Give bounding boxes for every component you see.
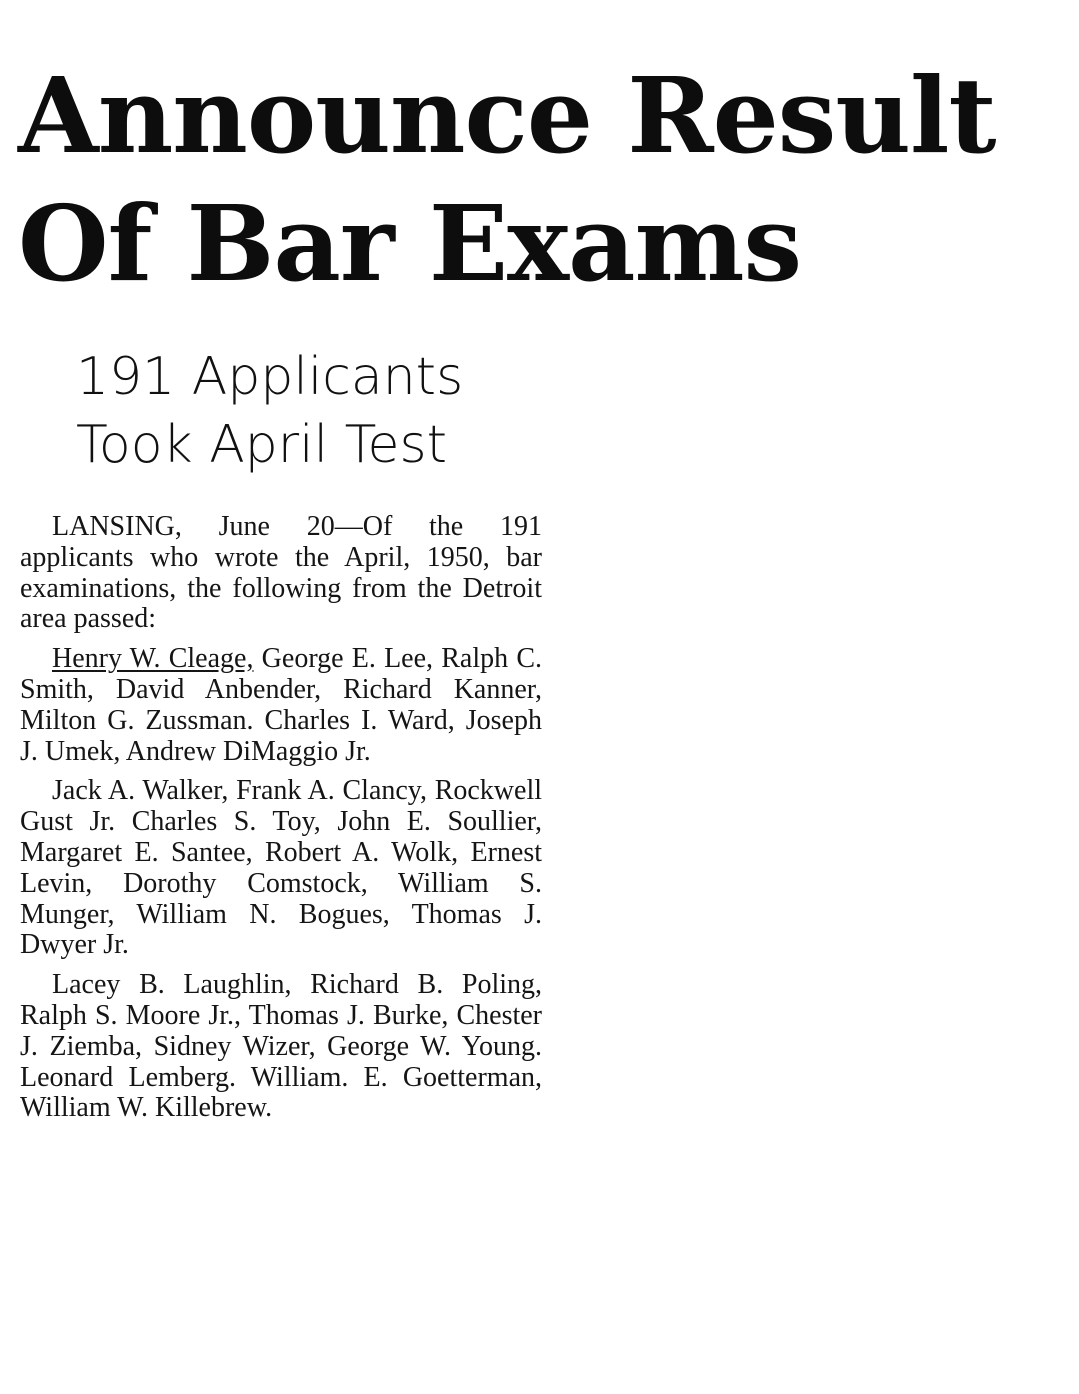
headline	[18, 52, 1068, 308]
headline-line-1: Announce Result	[18, 54, 996, 177]
headline-line-2: Of Bar Exams	[18, 182, 802, 305]
subheadline-line-2: Took April Test	[76, 415, 447, 475]
article-body	[20, 512, 542, 1133]
paragraph-1-names: George E. Lee, Ralph C. Smith, David Anbender, Richard Kanner, Milton G. Zussman. Charles I. Ward, Joseph J. Umek, Andrew DiMaggio Jr.	[20, 643, 542, 767]
underlined-name: Henry W. Cleage,	[52, 643, 254, 675]
subheadline	[76, 343, 636, 479]
article-paragraph-3: Lacey B. Laughlin, Richard B. Poling, Ralph S. Moore Jr., Thomas J. Burke, Chester J. Ziemba, Sidney Wizer, George W. Young. Leonard Lemberg. William. E. Goetterman, William W. Killebrew.	[20, 969, 542, 1124]
article-paragraph-2: Jack A. Walker, Frank A. Clancy, Rockwell Gust Jr. Charles S. Toy, John E. Soullier, Margaret E. Santee, Robert A. Wolk, Ernest Levin, Dorothy Comstock, William S. Munger, William N. Bogues, Thomas J. Dwyer Jr.	[20, 775, 542, 961]
subheadline-line-1: 191 Applicants	[76, 347, 464, 407]
article-paragraph-1	[20, 644, 542, 767]
article-lead-paragraph: LANSING, June 20—Of the 191 applicants who wrote the April, 1950, bar examinations, the following from the Detroit area passed:	[20, 511, 542, 635]
